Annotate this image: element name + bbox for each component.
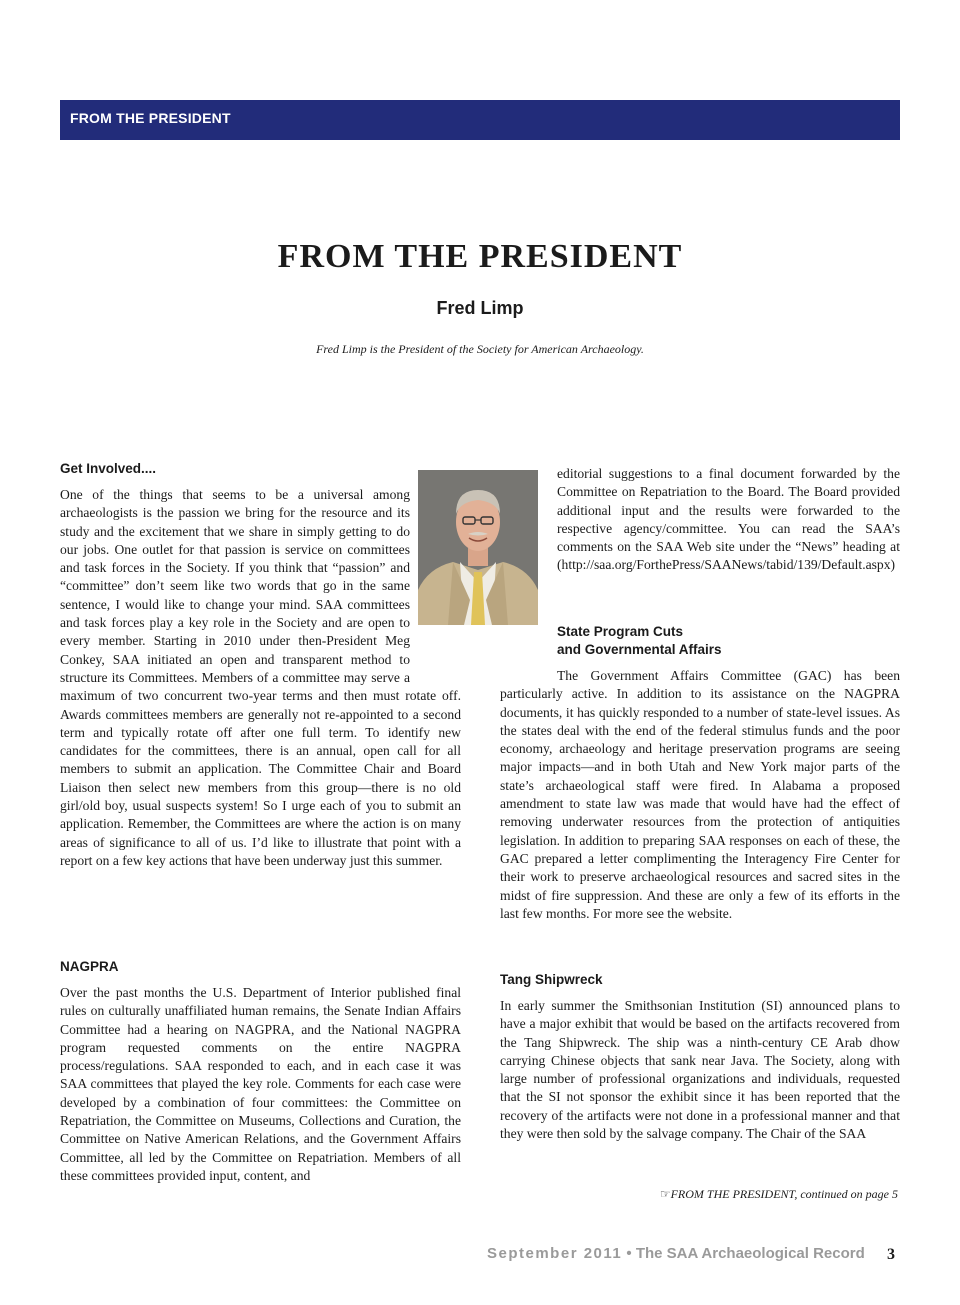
left-column-bottom (60, 958, 461, 1185)
state-program-text: The Government Affairs Committee (GAC) has been particularly active. In addition to its assistance on the NAGPRA documents, it has quickly responded to a number of state-level issues. As the states deal with the end of the federal stimulus funds and the poor economy, archaeology and heritage preservation programs are seeing major impacts—and in both Utah and New York major parts of the state’s archaeological staff were fired. In Alabama a proposed amendment to state law was made that would have had the effect of removing underwater resources from the protection of antiquities legislation. In addition to preparing SAA responses on each of these, the GAC prepared a letter complimenting the Interagency Fire Center for their work to preserve archaeological resources and sacred sites in the midst of fire suppression. And these are only a few of its efforts in the last few months. For more see the website. (500, 668, 900, 921)
page-footer (487, 1244, 865, 1264)
footer-month: September 2011 (487, 1245, 623, 1262)
heading-state-program-line2: and Governmental Affairs (557, 642, 722, 657)
heading-get-involved: Get Involved.... (60, 461, 157, 476)
page-number: 3 (887, 1246, 895, 1263)
right-column-state-program (557, 623, 900, 659)
heading-nagpra: NAGPRA (60, 959, 119, 974)
page-title: FROM THE PRESIDENT (277, 238, 683, 275)
author-name: Fred Limp (436, 298, 524, 318)
continued-note (660, 1186, 898, 1202)
heading-state-program-line1: State Program Cuts (557, 624, 684, 639)
continued-note-suffix: continued on page 5 (797, 1187, 898, 1201)
get-involved-text: One of the things that seems to be a universal among archaeologists is the passion we bring for the resource and its study and the excitement that we share in simply getting to do our jobs. One outlet for that passion is service on committees and task forces in the Society. If you think that “passion” and “committee” don’t seem like two words that go in the same sentence, I would like to change your mind. SAA committees and task forces play a key role in the Society and are open to every member. Starting in 2010 under then-President Meg Conkey, SAA initiated an open and transparent method to structure its Committees. Members of a committee may serve a maximum of two concurrent two-year terms and then must rotate off. Awards committees members are generally not re-appointed to a second term and typically rotate off after one full term. To identify new candidates for the committees, there is an annual, open call for all members to submit an application. The Committee Chair and Board Liaison then select new members from this group—there is no old girl/old boy, usual suspects system! So I urge each of you to submit an application. Remember, the Committees are where the action is on many areas of significance to all of us. I’d like to illustrate that point with a report on a few key actions that have been underway just this summer. (60, 487, 461, 868)
nagpra-text: Over the past months the U.S. Department of Interior published final rules on culturally unaffiliated human remains, the Senate Indian Affairs Committee had a hearing on NAGPRA, and the National NAGPRA program requested comments on the entire NAGPRA process/regulations. SAA responded to each, and in each case it was SAA committees that played the key role. Comments for each case were developed by a combination of four committees: the Committee on Repatriation, the Committee on Museums, Collections and Curation, the Committee on Native American Relations, and the Government Affairs Committee, all led by the Committee on Repatriation. Members of all these committees provided input, content, and (60, 985, 461, 1183)
portrait-illustration (418, 470, 538, 625)
footer-publication: The SAA Archaeological Record (635, 1245, 865, 1262)
right-column-tang (500, 971, 900, 1143)
author-bio: Fred Limp is the President of the Society for American Archaeology. (316, 342, 644, 356)
left-column-top (60, 460, 461, 870)
heading-state-program (557, 623, 900, 659)
section-banner: FROM THE PRESIDENT (60, 100, 900, 140)
right-column-state-text (500, 667, 900, 923)
author-photo (418, 470, 538, 625)
continued-note-prefix: FROM THE PRESIDENT, (670, 1187, 798, 1201)
right-column-top (557, 465, 900, 575)
heading-tang-shipwreck: Tang Shipwreck (500, 972, 603, 987)
nagpra-continued-text: editorial suggestions to a final document forwarded by the Committee on Repatriation to the Board. The Board provided additional input and the results were forwarded to the respective agency/committee. You can read the SAA’s comments on the SAA Web site under the “News” heading at (http://saa.org/ForthePress/SAANews/tabid/139/Default.aspx) (557, 466, 900, 573)
tang-shipwreck-text: In early summer the Smithsonian Institution (SI) announced plans to have a major exhibit that would be based on the artifacts recovered from the Tang Shipwreck. The ship was a ninth-century CE Arab dhow carrying Chinese objects that sank near Java. The Society, along with large number of professional organizations and individuals, requested that the SI not sponsor the exhibit since it has been reported that the recovery of the artifacts were not done in a professional manner and that they were then sold by the salvage company. The Chair of the SAA (500, 998, 900, 1142)
footer-separator: • (622, 1245, 636, 1262)
pointing-hand-icon: ☞ (659, 1187, 671, 1201)
